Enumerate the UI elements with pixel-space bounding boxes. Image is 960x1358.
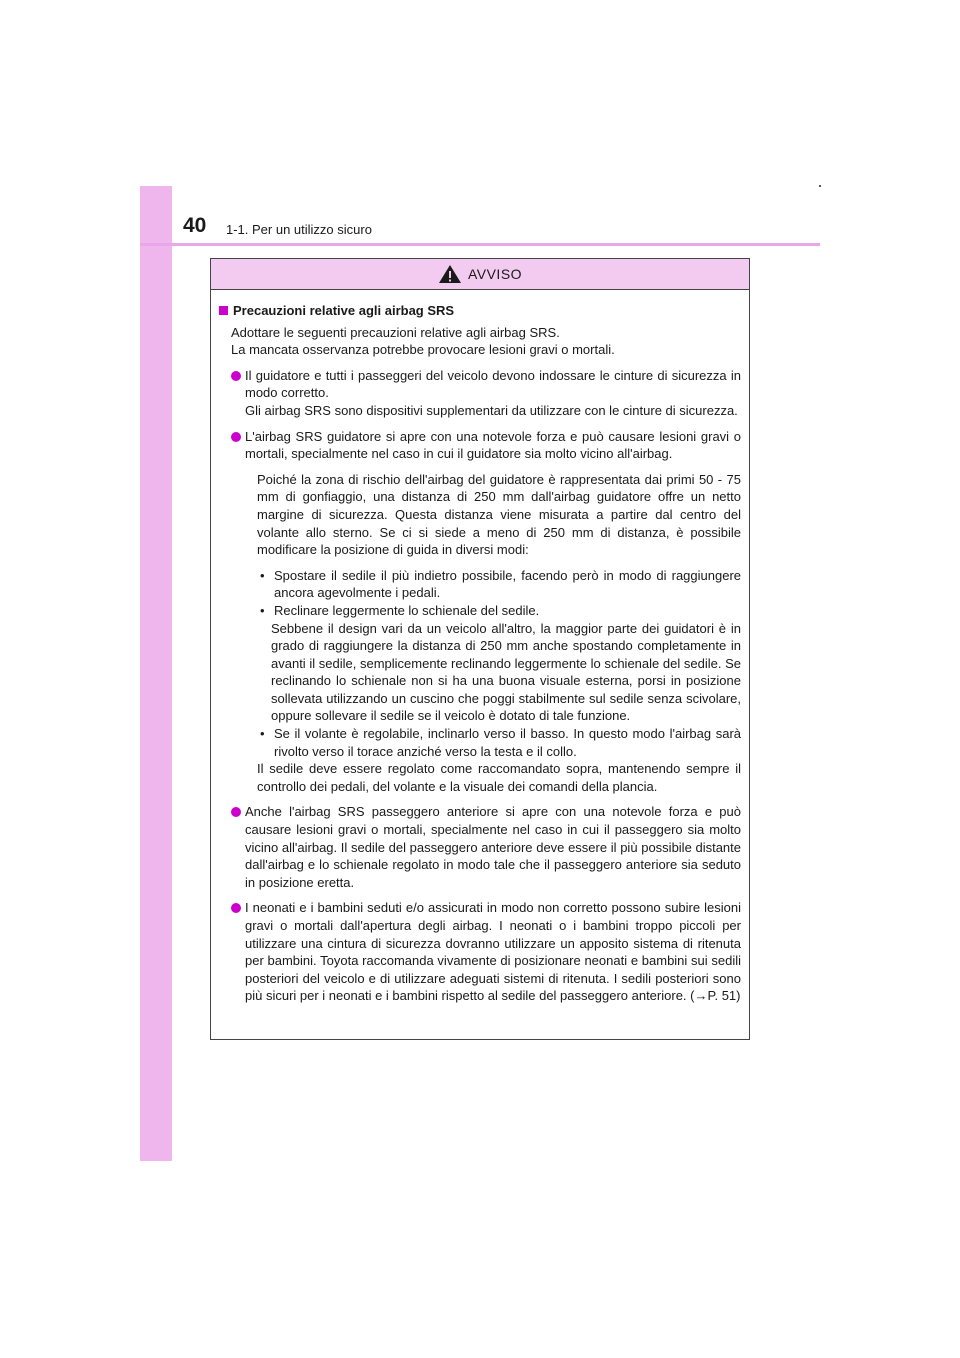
dot-bullet: •	[260, 567, 265, 583]
dash-item	[257, 567, 741, 602]
square-bullet-icon	[219, 306, 228, 315]
intro-line-1: Adottare le seguenti precauzioni relative agli airbag SRS.	[231, 324, 560, 340]
section-title: 1-1. Per un utilizzo sicuro	[226, 222, 372, 237]
header-divider	[140, 243, 820, 246]
page-number: 40	[183, 214, 207, 237]
dash-item	[257, 725, 741, 760]
warning-triangle-icon	[438, 264, 462, 284]
dash-item	[257, 602, 741, 620]
item-paragraph: Poiché la zona di rischio dell'airbag del guidatore è rappresentata dai primi 50 - 75 mm di gonfiaggio, una distanza di 250 mm dall'airbag guidatore offre un netto margine di sicurezza. Questa distanza viene misurata a partire dal centro del volante allo sterno. Se ci si siede a meno di 250 mm di distanza, è possibile modificare la posizione di guida in diversi modi:	[257, 471, 741, 558]
list-item	[231, 428, 741, 463]
warning-box	[210, 258, 750, 1040]
warning-title: AVVISO	[467, 266, 523, 282]
list-item	[231, 367, 741, 420]
item-text: L'airbag SRS guidatore si apre con una notevole forza e può causare lesioni gravi o mortali, specialmente nel caso in cui il guidatore sia molto vicino all'airbag.	[245, 428, 741, 462]
dash-text: Reclinare leggermente lo schienale del sedile.	[274, 602, 540, 618]
item-text: Il guidatore e tutti i passeggeri del veicolo devono indossare le cinture di sicurezza in modo corretto.	[245, 367, 741, 401]
dot-bullet: •	[260, 726, 265, 742]
round-bullet-icon	[231, 371, 241, 381]
section-heading-text: Precauzioni relative agli airbag SRS	[233, 303, 455, 318]
item-text: Anche l'airbag SRS passeggero anteriore si apre con una notevole forza e può causare lesioni gravi o mortali, specialmente nel caso in cui il passeggero sia molto vicino all'airbag. Il sedile del passeggero anteriore deve essere il più possibile distante dall'airbag e lo schienale regolato in modo tale che il passeggero anteriore sia seduto in posizione eretta.	[245, 804, 741, 890]
dash-text: Se il volante è regolabile, inclinarlo verso il basso. In questo modo l'airbag sarà rivolto verso il torace anziché verso la testa e il collo.	[274, 726, 741, 759]
dot-bullet: •	[260, 602, 265, 618]
item-text: Gli airbag SRS sono dispositivi supplementari da utilizzare con le cinture di sicurezza.	[245, 402, 738, 418]
dash-text: Spostare il sedile il più indietro possibile, facendo però in modo di raggiungere ancora agevolmente i pedali.	[274, 567, 741, 601]
list-item	[231, 899, 741, 1005]
side-strip	[140, 186, 172, 1161]
item-detail	[231, 471, 741, 796]
warning-body	[211, 290, 749, 1005]
dash-list	[257, 567, 741, 761]
round-bullet-icon	[231, 903, 241, 913]
item-paragraph: Il sedile deve essere regolato come raccomandato sopra, mantenendo sempre il controllo dei pedali, del volante e la visuale dei comandi della plancia.	[257, 761, 741, 794]
intro	[219, 324, 741, 359]
section-heading	[219, 302, 741, 320]
item-text: I neonati e i bambini seduti e/o assicurati in modo non corretto possono subire lesioni gravi o mortali dall'apertura degli airbag. I neonati o i bambini troppo piccoli per utilizzare una cintura di sicurezza dovranno utilizzare un apposito sistema di ritenuta per bambini. Toyota raccomanda vivamente di posizionare neonati e bambini sui sedili posteriori del veicolo e di utilizzare adeguati sistemi di ritenuta. I sedili posteriori sono più sicuri per i neonati e i bambini rispetto al sedile del passeggero anteriore. (→P. 51)	[245, 900, 741, 1004]
round-bullet-icon	[231, 432, 241, 442]
corner-mark	[819, 185, 821, 187]
warning-header	[211, 259, 749, 290]
round-bullet-icon	[231, 807, 241, 817]
list-item	[231, 803, 741, 891]
intro-line-2: La mancata osservanza potrebbe provocare lesioni gravi o mortali.	[231, 342, 615, 358]
dash-continuation: Sebbene il design vari da un veicolo all'altro, la maggior parte dei guidatori è in grado di raggiungere la distanza di 250 mm anche spostando completamente in avanti il sedile, semplicemente reclinando leggermente lo schienale del sedile. Se reclinando lo schienale non si ha una buona visuale esterna, porsi in posizione sollevata utilizzando un cuscino che poggi stabilmente sul sedile senza scivolare, oppure sollevare il sedile se il veicolo è dotato di tale funzione.	[271, 620, 741, 724]
